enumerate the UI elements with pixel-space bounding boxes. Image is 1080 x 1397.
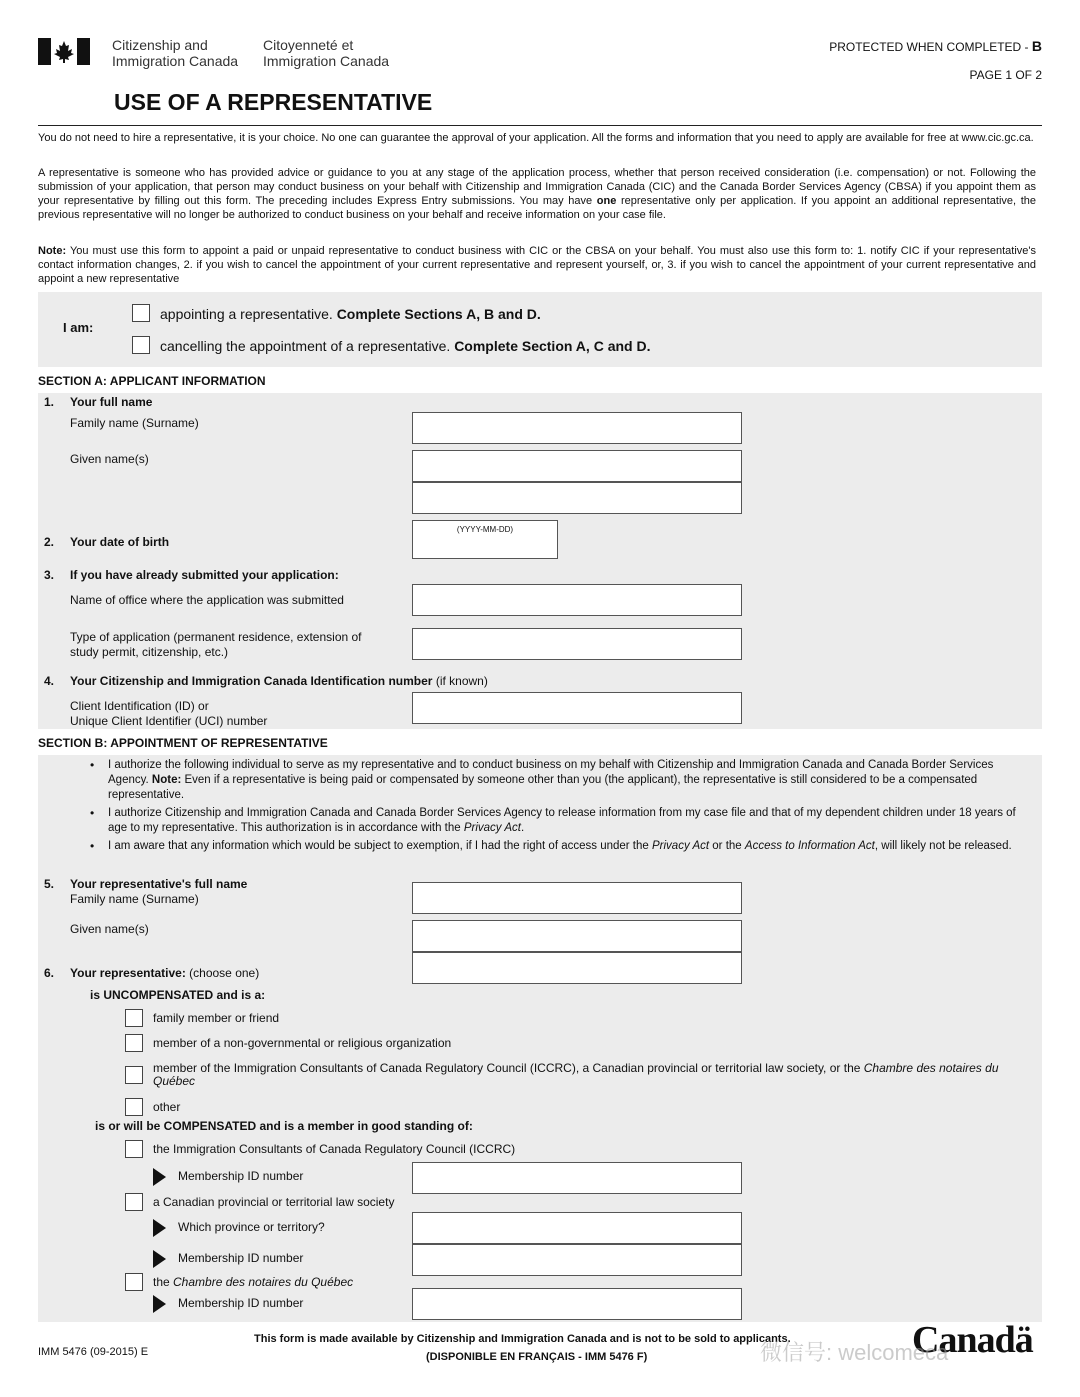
u3-italic: Chambre des notaires du Québec: [153, 1061, 999, 1088]
app-type-line2: study permit, citizenship, etc.): [70, 645, 229, 659]
arrow-right-icon: [153, 1168, 166, 1186]
intro-p2-bold: one: [596, 195, 617, 207]
appointing-checkbox[interactable]: [132, 304, 150, 322]
uncomp-iccrc-label: [153, 1062, 1023, 1088]
intro-p2-b: representative only per application. If you appoint an additional representative, the previous representative will no longer be authorized to conduct business on your behalf and receive information on your case file.: [38, 195, 1036, 221]
intro-p2-a: A representative is someone who has provided advice or guidance to you at any stage of the application process, whether that person received consideration (i.e. compensation) or not. Following the submission of your application, that person may conduct business on your behalf with Citizenship and Immigration Canada (CIC) and the Canada Border Services Agency (CBSA) if you appoint them as your representative by filling out this form. The preceding includes Express Entry submissions. You may have: [38, 167, 1036, 207]
app-type-line1: Type of application (permanent residence, extension of: [70, 630, 362, 644]
cancelling-option-label: [160, 338, 650, 354]
comp-iccrc-label: the Immigration Consultants of Canada Regulatory Council (ICCRC): [153, 1142, 516, 1156]
chambre-notaires-label: [153, 1275, 353, 1289]
q1-number: 1.: [44, 395, 55, 409]
section-a-title: SECTION A: APPLICANT INFORMATION: [38, 374, 266, 388]
intro-note: [38, 244, 1036, 286]
other-checkbox[interactable]: [125, 1098, 143, 1116]
title-divider: [38, 125, 1042, 126]
q6-suffix: (choose one): [185, 966, 260, 980]
family-friend-checkbox[interactable]: [125, 1009, 143, 1027]
comp-iccrc-checkbox[interactable]: [125, 1140, 143, 1158]
form-id: IMM 5476 (09-2015) E: [38, 1346, 149, 1358]
q6-label-bold: Your representative:: [70, 966, 186, 980]
q5-label: Your representative's full name: [70, 877, 248, 891]
b3-b: , will likely not be released.: [874, 840, 1012, 852]
client-id-label: [70, 699, 267, 729]
note-label: Note:: [38, 245, 67, 257]
footer-french: (DISPONIBLE EN FRANÇAIS - IMM 5476 F): [426, 1351, 648, 1363]
q6-label: [70, 966, 259, 980]
province-label: Which province or territory?: [178, 1220, 325, 1234]
agency-en-line2: Immigration Canada: [112, 53, 239, 69]
law-society-checkbox[interactable]: [125, 1193, 143, 1211]
b-given-names-input-1[interactable]: [412, 920, 742, 952]
section-b-title: SECTION B: APPOINTMENT OF REPRESENTATIVE: [38, 736, 328, 750]
arrow-right-icon: [153, 1295, 166, 1313]
iccrc-membership-input[interactable]: [412, 1162, 742, 1194]
q4-label-bold: Your Citizenship and Immigration Canada Identification number: [70, 674, 433, 688]
bullet-3-marker: •: [90, 839, 95, 853]
province-input[interactable]: [412, 1212, 742, 1244]
agency-name-fr: [263, 37, 389, 69]
q3-number: 3.: [44, 568, 55, 582]
arrow-right-icon: [153, 1250, 166, 1268]
iccrc-membership-label: Membership ID number: [178, 1169, 304, 1183]
b-given-names-label: Given name(s): [70, 922, 149, 936]
client-id-input[interactable]: [412, 692, 742, 724]
b-family-name-label: Family name (Surname): [70, 892, 199, 906]
cancelling-checkbox[interactable]: [132, 336, 150, 354]
law-society-label: a Canadian provincial or territorial law society: [153, 1195, 395, 1209]
date-of-birth-input[interactable]: [412, 520, 558, 559]
q2-label: Your date of birth: [70, 535, 170, 549]
q6-number: 6.: [44, 966, 55, 980]
canada-wordmark: Canadä: [912, 1319, 1033, 1361]
c3-italic: Chambre des notaires du Québec: [173, 1275, 354, 1289]
b2-a: I authorize Citizenship and Immigration Canada and Canada Border Services Agency to release information from my case file and that of my dependent children under 18 years of age to my representative. This authorization is in accordance with the: [108, 807, 1016, 834]
q4-number: 4.: [44, 674, 55, 688]
authorization-bullet-3: [108, 839, 1033, 854]
bullet-2-marker: •: [90, 806, 95, 820]
q4-label: [70, 674, 488, 688]
opt1-text: appointing a representative.: [160, 306, 337, 322]
page-title: USE OF A REPRESENTATIVE: [114, 89, 433, 115]
authorization-bullet-1: [108, 758, 1033, 803]
client-id-line1: Client Identification (ID) or: [70, 699, 209, 713]
b2-italic: Privacy Act: [463, 822, 521, 834]
q1-label: Your full name: [70, 395, 153, 409]
page-number: PAGE 1 OF 2: [969, 68, 1042, 82]
agency-en-line1: Citizenship and: [112, 37, 208, 53]
authorization-bullet-2: [108, 806, 1033, 836]
chambre-membership-label: Membership ID number: [178, 1296, 304, 1310]
client-id-line2: Unique Client Identifier (UCI) number: [70, 714, 268, 728]
c3-a: the: [153, 1275, 174, 1289]
protected-notice: [829, 38, 1042, 54]
q5-number: 5.: [44, 877, 55, 891]
q2-number: 2.: [44, 535, 55, 549]
compensated-title: is or will be COMPENSATED and is a member in good standing of:: [95, 1119, 473, 1133]
a-given-names-input-2[interactable]: [412, 482, 742, 514]
a-given-names-input-1[interactable]: [412, 450, 742, 482]
agency-name-en: [112, 37, 238, 69]
b3-italic-2: Access to Information Act: [744, 840, 875, 852]
opt2-bold: Complete Section A, C and D.: [454, 338, 651, 354]
uncomp-iccrc-checkbox[interactable]: [125, 1066, 143, 1084]
law-society-membership-input[interactable]: [412, 1244, 742, 1276]
intro-paragraph-2: [38, 166, 1036, 222]
dob-format-hint: (YYYY-MM-DD): [456, 525, 514, 534]
b-given-names-input-2[interactable]: [412, 952, 742, 984]
b2-b: .: [520, 822, 525, 834]
uncompensated-title: is UNCOMPENSATED and is a:: [90, 988, 266, 1002]
q3-label: If you have already submitted your application:: [70, 568, 339, 582]
b3-a: I am aware that any information which would be subject to exemption, if I had the right of access under the: [108, 840, 652, 852]
chambre-membership-input[interactable]: [412, 1288, 742, 1320]
wechat-watermark: 微信号: welcomeca: [760, 1340, 949, 1365]
a-given-names-label: Given name(s): [70, 452, 149, 466]
b-family-name-input[interactable]: [412, 882, 742, 914]
b3-mid: or the: [709, 840, 745, 852]
agency-fr-line2: Immigration Canada: [263, 53, 390, 69]
other-label: other: [153, 1100, 181, 1114]
protected-class: B: [1031, 38, 1042, 54]
law-society-membership-label: Membership ID number: [178, 1251, 304, 1265]
b1-note: Note:: [151, 774, 182, 786]
maple-leaf-icon: [38, 38, 90, 65]
u3-a: member of the Immigration Consultants of Canada Regulatory Council (ICCRC), a Canadian provincial or territorial law society, or the: [153, 1061, 864, 1075]
i-am-panel: [38, 292, 1042, 367]
appointing-option-label: [160, 306, 541, 322]
protected-label: PROTECTED WHEN COMPLETED -: [829, 40, 1032, 54]
a-family-name-input[interactable]: [412, 412, 742, 444]
chambre-notaires-checkbox[interactable]: [125, 1273, 143, 1291]
b3-italic-1: Privacy Act: [652, 840, 710, 852]
i-am-label: I am:: [63, 320, 94, 335]
q4-suffix: (if known): [432, 674, 488, 688]
opt2-text: cancelling the appointment of a representative.: [160, 338, 455, 354]
b1-b: Even if a representative is being paid or compensated by someone other than you (the applicant), the representative is still considered to be a compensated representative.: [108, 774, 978, 801]
application-type-input[interactable]: [412, 628, 742, 660]
b1-a: I authorize the following individual to serve as my representative and to conduct business on my behalf with Citizenship and Immigration Canada and Canada Border Services Agency.: [108, 759, 994, 786]
family-friend-label: family member or friend: [153, 1011, 280, 1025]
canada-flag-logo: [38, 38, 90, 65]
note-text: You must use this form to appoint a paid or unpaid representative to conduct business with CIC or the CBSA on your behalf. You must also use this form to: 1. notify CIC if your representative's contact information changes, 2. if you wish to cancel the appointment of your current representative and represent yourself, or, 3. if you wish to cancel the appointment of your current representative and appoint a new representative: [38, 245, 1036, 285]
office-name-input[interactable]: [412, 584, 742, 616]
ngo-member-checkbox[interactable]: [125, 1034, 143, 1052]
application-type-label: [70, 630, 362, 660]
arrow-right-icon: [153, 1219, 166, 1237]
office-name-label: Name of office where the application was submitted: [70, 593, 344, 607]
a-family-name-label: Family name (Surname): [70, 416, 199, 430]
bullet-1-marker: •: [90, 758, 95, 772]
opt1-bold: Complete Sections A, B and D.: [336, 306, 541, 322]
ngo-member-label: member of a non-governmental or religious organization: [153, 1036, 452, 1050]
footer-availability: This form is made available by Citizenship and Immigration Canada and is not to be sold to applicants.: [254, 1333, 791, 1345]
intro-paragraph-1: You do not need to hire a representative, it is your choice. No one can guarantee the approval of your application. All the forms and information that you need to apply are available for free at www.cic.gc.ca.: [38, 132, 1034, 144]
agency-fr-line1: Citoyenneté et: [263, 37, 354, 53]
